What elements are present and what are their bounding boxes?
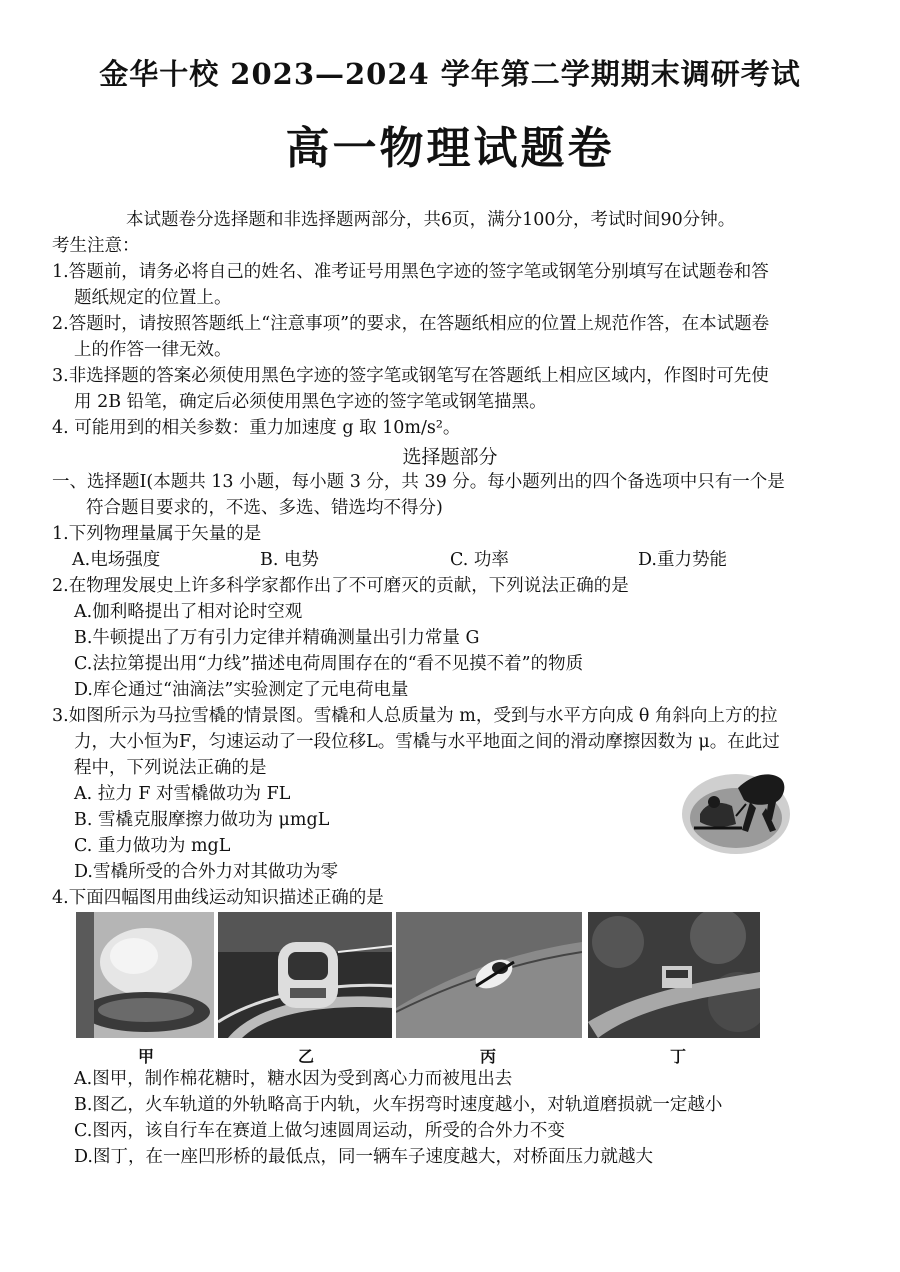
q3-stem-line-2: 力，大小恒为F，匀速运动了一段位移L。雪橇与水平地面之间的滑动摩擦因数为 μ。在此过 [74, 732, 780, 752]
part1-line-1: 一、选择题Ⅰ(本题共 13 小题，每小题 3 分，共 39 分。每小题列出的四个备选项中只有一个是 [52, 472, 785, 492]
section-title: 选择题部分 [402, 446, 498, 468]
q4-option-b: B.图乙，火车轨道的外轨略高于内轨，火车拐弯时速度越小，对轨道磨损就一定越小 [74, 1095, 723, 1115]
caption-jia: 甲 [138, 1047, 155, 1066]
notice-1-line-1: 1.答题前，请务必将自己的姓名、准考证号用黑色字迹的签字笔或钢笔分别填写在试题卷和答 [52, 262, 769, 282]
notice-label: 考生注意： [52, 236, 140, 256]
q3-stem-line-3: 程中，下列说法正确的是 [74, 758, 267, 778]
caption-yi: 乙 [298, 1047, 315, 1066]
notice-4: 4. 可能用到的相关参数：重力加速度 g 取 10m/s²。 [52, 418, 461, 438]
q3-option-c: C. 重力做功为 mgL [74, 836, 231, 856]
q2-option-c: C.法拉第提出用“力线”描述电荷周围存在的“看不见摸不着”的物质 [74, 654, 584, 674]
caption-bing: 丙 [480, 1047, 497, 1066]
q2-option-b: B.牛顿提出了万有引力定律并精确测量出引力常量 G [74, 628, 480, 648]
q3-option-a: A. 拉力 F 对雪橇做功为 FL [74, 784, 291, 804]
notice-1-line-2: 题纸规定的位置上。 [74, 288, 232, 308]
part1-line-2: 符合题目要求的，不选、多选、错选均不得分) [86, 498, 443, 518]
q1-stem: 1.下列物理量属于矢量的是 [52, 524, 262, 544]
caption-ding: 丁 [670, 1047, 687, 1066]
exam-title: 金华十校 2023—2024 学年第二学期期末调研考试 [99, 57, 801, 91]
q1-option-a: A.电场强度 [72, 550, 161, 570]
q2-option-d: D.库仑通过“油滴法”实验测定了元电荷电量 [74, 680, 409, 700]
q3-stem-line-1: 3.如图所示为马拉雪橇的情景图。雪橇和人总质量为 m，受到与水平方向成 θ 角斜向上方的拉 [52, 706, 778, 726]
q4-option-a: A.图甲，制作棉花糖时，糖水因为受到离心力而被甩出去 [74, 1069, 513, 1089]
intro-text: 本试题卷分选择题和非选择题两部分，共6页，满分100分，考试时间90分钟。 [126, 210, 736, 230]
notice-3-line-2: 用 2B 铅笔，确定后必须使用黑色字迹的签字笔或钢笔描黑。 [74, 392, 547, 412]
q2-option-a: A.伽利略提出了相对论时空观 [74, 602, 303, 622]
photo-ding [588, 912, 760, 1038]
q4-option-d: D.图丁，在一座凹形桥的最低点，同一辆车子速度越大，对桥面压力就越大 [74, 1147, 653, 1167]
q3-option-d: D.雪橇所受的合外力对其做功为零 [74, 862, 338, 882]
paper-subtitle: 高一物理试题卷 [285, 123, 615, 174]
q1-option-b: B. 电势 [260, 550, 319, 570]
q4-stem: 4.下面四幅图用曲线运动知识描述正确的是 [52, 888, 384, 908]
q1-option-d: D.重力势能 [638, 550, 727, 570]
q2-stem: 2.在物理发展史上许多科学家都作出了不可磨灭的贡献，下列说法正确的是 [52, 576, 629, 596]
q3-option-b: B. 雪橇克服摩擦力做功为 μmgL [74, 810, 330, 830]
q4-option-c: C.图丙，该自行车在赛道上做匀速圆周运动，所受的合外力不变 [74, 1121, 565, 1141]
q1-option-c: C. 功率 [450, 550, 509, 570]
notice-2-line-2: 上的作答一律无效。 [74, 340, 232, 360]
sled-photo [680, 758, 798, 858]
photo-jia [76, 912, 214, 1038]
photo-yi [218, 912, 392, 1038]
notice-3-line-1: 3.非选择题的答案必须使用黑色字迹的签字笔或钢笔写在答题纸上相应区域内，作图时可先使 [52, 366, 769, 386]
notice-2-line-1: 2.答题时，请按照答题纸上“注意事项”的要求，在答题纸相应的位置上规范作答，在本试题卷 [52, 314, 770, 334]
photo-bing [396, 912, 582, 1038]
